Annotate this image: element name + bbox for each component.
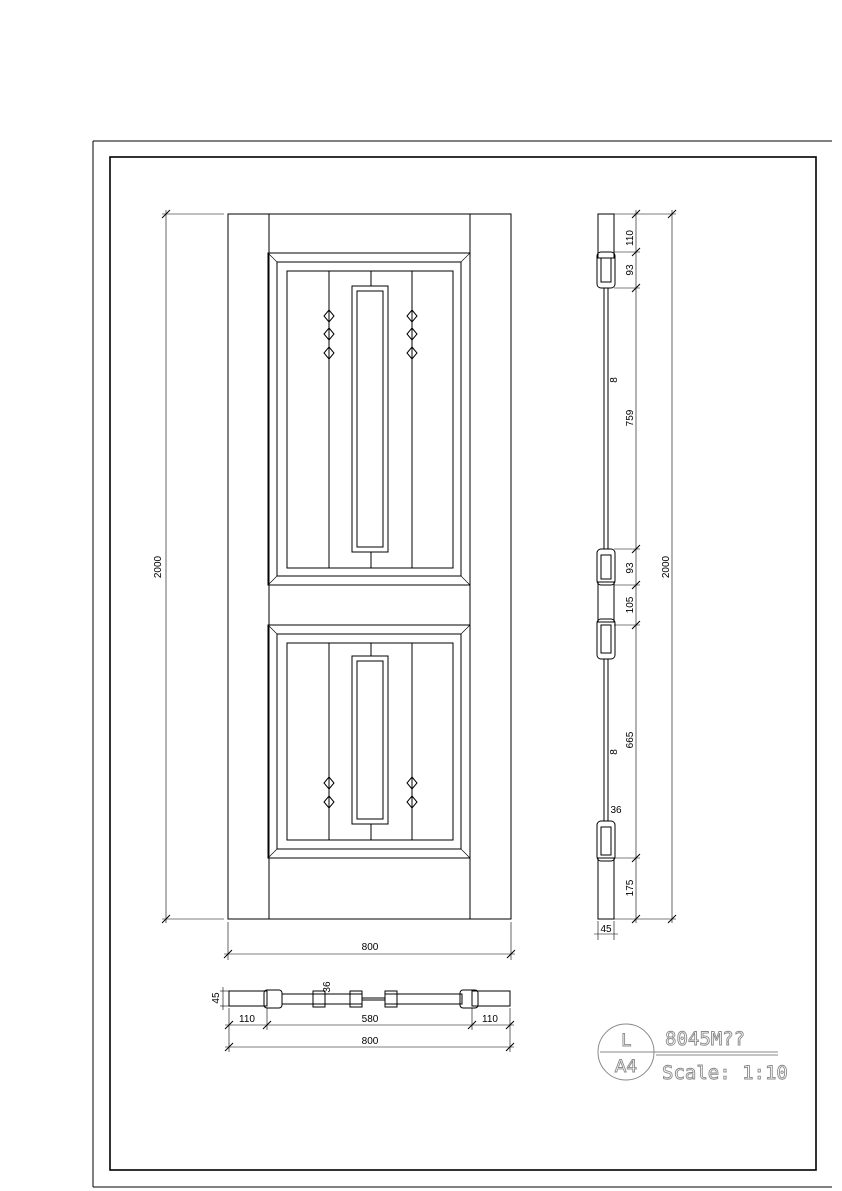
- plan-thickness-label: 45: [211, 992, 222, 1004]
- model-number: 8045M??: [665, 1028, 746, 1050]
- front-elevation: [153, 210, 515, 960]
- plan-bead-label: 36: [322, 981, 333, 993]
- side-profiles: [597, 252, 615, 861]
- top-rail-section: [598, 214, 614, 258]
- dim-bottom-rail: 175: [625, 879, 636, 897]
- dim-upper-bead-top: 93: [625, 264, 636, 276]
- title-circle-top: L: [621, 1031, 631, 1051]
- plan-total-label: 800: [361, 1036, 379, 1047]
- plan-section: [211, 981, 514, 1052]
- plan-center-label: 580: [361, 1014, 379, 1025]
- front-height-dim: [153, 210, 224, 923]
- dim-top-rail: 110: [625, 230, 636, 246]
- dim-upper-bead-bottom: 93: [625, 562, 636, 574]
- front-width-dim: [224, 922, 515, 960]
- title-circle-bottom: A4: [614, 1057, 638, 1077]
- lower-glass: [357, 661, 383, 819]
- scale-label: Scale: 1:10: [662, 1062, 788, 1084]
- dim-mid-rail: 105: [625, 596, 636, 614]
- dim-upper-panel: 759: [625, 409, 636, 427]
- dim-lower-panel: 665: [625, 731, 636, 749]
- dim-glass-lower: 8: [609, 749, 620, 755]
- bottom-rail-section: [598, 858, 614, 919]
- lower-ornaments: [324, 777, 417, 808]
- plan-right-stile-label: 110: [482, 1014, 498, 1025]
- mid-rail-section: [598, 582, 614, 622]
- front-width-label: 800: [361, 942, 379, 953]
- plan-left-stile-label: 110: [239, 1014, 255, 1025]
- side-section: [594, 210, 676, 940]
- dim-glass-upper: 8: [609, 377, 620, 383]
- dim-lower-bead: 36: [610, 805, 622, 816]
- door-outline: [228, 214, 511, 919]
- lower-panel: [268, 625, 470, 858]
- upper-panel: [268, 253, 470, 585]
- upper-ornaments: [324, 310, 417, 359]
- dim-side-thickness: 45: [600, 924, 612, 935]
- dim-side-total: 2000: [661, 555, 672, 579]
- title-block: [598, 1024, 788, 1084]
- front-height-label: 2000: [153, 555, 164, 579]
- upper-glass: [357, 291, 383, 547]
